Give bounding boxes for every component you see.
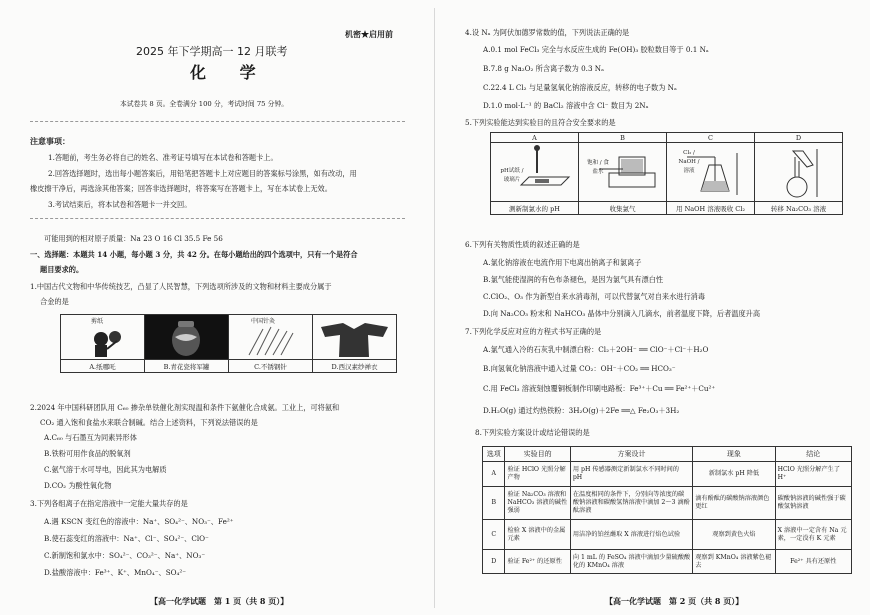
q8-cell: 新制氯水 pH 降低 <box>693 462 775 487</box>
q8-cell: 观察到 KMnO₄ 溶液紫色褪去 <box>693 550 775 574</box>
volumetric-flask-icon <box>755 143 842 201</box>
exam-page-2 <box>435 0 870 615</box>
q7-stem: 7.下列化学反应对应的方程式书写正确的是 <box>465 327 602 336</box>
silk-robe-icon <box>313 315 396 359</box>
q1-stem-cont: 合金的是 <box>40 297 69 306</box>
q1-caption-d: D.西汉素纱禅衣 <box>313 360 397 373</box>
section-heading: 一、选择题：本题共 14 小题，每小题 3 分，共 42 分。在每小题给出的四个选项中，只有一个是符合 <box>30 250 358 259</box>
q1-image-label: 中国针灸 <box>251 318 276 325</box>
q8-cell: 用 pH 传感器测定新制氯水不同时间的 pH <box>570 462 692 487</box>
q8-cell: B <box>483 487 505 520</box>
q8-header: 现象 <box>693 447 775 462</box>
exam-title: 2025 年下学期高一 12 月联考 <box>136 45 288 58</box>
q8-cell: C <box>483 520 505 550</box>
q8-cell: 验证 Na₂CO₃ 溶液和 NaHCO₃ 溶液的碱性强弱 <box>505 487 570 520</box>
section-heading-cont: 题目要求的。 <box>40 265 84 274</box>
q5-header-c: C <box>667 133 755 143</box>
q1-image-table <box>60 314 397 373</box>
q1-caption-b: B.青花瓷将军罐 <box>145 360 229 373</box>
q2-option-c: C.氨气溶于水可导电，因此其为电解质 <box>44 465 167 474</box>
q1-image-b <box>145 315 229 360</box>
q5-stem: 5.下列实验能达到实验目的且符合安全要求的是 <box>465 118 616 127</box>
q1-image-c <box>229 315 313 360</box>
q8-cell: HClO 光照分解产生了 H⁺ <box>775 462 851 487</box>
q8-cell: Fe²⁺ 具有还原性 <box>775 550 851 574</box>
q4-option-c: C.22.4 L Cl₂ 与足量氢氧化钠溶液反应，转移的电子数为 Nₐ <box>483 83 677 92</box>
q8-stem: 8.下列实验方案设计或结论错误的是 <box>475 428 590 437</box>
q5-image-d <box>755 143 843 202</box>
exam-meta: 本试卷共 8 页。全卷满分 100 分，考试时间 75 分钟。 <box>120 100 289 108</box>
q6-stem: 6.下列有关物质性质的叙述正确的是 <box>465 240 580 249</box>
q5-caption-a: 测新制氯水的 pH <box>491 202 579 215</box>
atomic-masses: 可能用到的相对原子质量：Na 23 O 16 Cl 35.5 Fe 56 <box>44 234 223 243</box>
q8-cell: 滴有酚酞的碳酸钠溶液颜色更红 <box>693 487 775 520</box>
q5-apparatus-table <box>490 132 843 215</box>
q5-caption-d: 转移 Na₂CO₃ 溶液 <box>755 202 843 215</box>
q8-cell: 向 1 mL 的 FeSO₄ 溶液中滴加少量硫酸酸化的 KMnO₄ 溶液 <box>570 550 692 574</box>
q7-option-a: A.氯气通入冷的石灰乳中制漂白粉：Cl₂＋2OH⁻ ══ ClO⁻＋Cl⁻＋H₂O <box>483 345 709 354</box>
q8-cell: 检验 X 溶液中的金属元素 <box>505 520 570 550</box>
q6-option-c: C.ClO₂、O₃ 作为新型自来水消毒剂，可以代替氯气对自来水进行消毒 <box>483 292 706 301</box>
notice-3: 3.考试结束后，将本试卷和答题卡一并交回。 <box>48 200 192 209</box>
q1-caption-c: C.不锈钢针 <box>229 360 313 373</box>
table-row <box>483 550 852 574</box>
q8-cell: X 溶液中一定含有 Na 元素，一定没有 K 元素 <box>775 520 851 550</box>
dashed-rule <box>30 218 405 219</box>
q8-cell: 用洁净的铂丝蘸取 X 溶液进行焰色试验 <box>570 520 692 550</box>
q5-header-a: A <box>491 133 579 143</box>
q3-option-a: A.遇 KSCN 变红色的溶液中：Na⁺、SO₄²⁻、NO₃⁻、Fe²⁺ <box>44 517 234 526</box>
q8-header: 结论 <box>775 447 851 462</box>
q2-option-b: B.铁粉可用作食品的脱氧剂 <box>44 449 131 458</box>
notice-2: 2.回答选择题时，选出每小题答案后，用铅笔把答题卡上对应题目的答案标号涂黑，如有改动，用 <box>48 169 357 178</box>
notice-title: 注意事项： <box>30 136 70 146</box>
q4-option-b: B.7.8 g Na₂O₂ 所含离子数为 0.3 Nₐ <box>483 64 604 73</box>
subject-title: 化 学 <box>190 63 270 82</box>
q1-image-d <box>313 315 397 360</box>
confidential-mark: 机密★启用前 <box>345 29 393 39</box>
q2-stem: 2.2024 年中国科研团队用 C₆₀ 掺杂单铁催化剂实现温和条件下氨催化合成氨。工业上，可将氨和 <box>30 403 340 412</box>
q8-experiment-table <box>482 446 852 574</box>
q8-header: 方案设计 <box>570 447 692 462</box>
q7-option-b: B.向氢氧化钠溶液中通入过量 CO₂：OH⁻＋CO₂ ══ HCO₃⁻ <box>483 364 676 373</box>
q8-cell: 验证 Fe²⁺ 的还原性 <box>505 550 570 574</box>
q1-caption-a: A.纸哪吒 <box>61 360 145 373</box>
q7-option-c: C.用 FeCl₃ 溶液刻蚀覆铜板制作印刷电路板：Fe³⁺＋Cu ══ Fe²⁺＋Cu²⁺ <box>483 384 716 393</box>
q4-option-d: D.1.0 mol·L⁻¹ 的 BaCl₂ 溶液中含 Cl⁻ 数目为 2Nₐ <box>483 101 649 110</box>
q8-cell: D <box>483 550 505 574</box>
q8-header: 选项 <box>483 447 505 462</box>
q3-option-c: C.新制饱和氯水中：SO₄²⁻、CO₃²⁻、Na⁺、NO₃⁻ <box>44 551 206 560</box>
q8-cell: 验证 HClO 光照分解产物 <box>505 462 570 487</box>
q5-image-label: 饱和 / 食盐水 <box>587 160 609 175</box>
q2-stem-cont: CO₂ 通入饱和食盐水来联合制碱。结合上述资料，下列说法错误的是 <box>40 418 258 427</box>
q8-cell: 碳酸钠溶液的碱性强于碳酸氢钠溶液 <box>775 487 851 520</box>
q5-caption-c: 用 NaOH 溶液吸收 Cl₂ <box>667 202 755 215</box>
q4-stem: 4.设 Nₐ 为阿伏加德罗常数的值，下列说法正确的是 <box>465 28 630 37</box>
q8-header: 实验目的 <box>505 447 570 462</box>
notice-2-cont: 橡皮擦干净后，再选涂其他答案；回答非选择题时，将答案写在答题卡上，写在本试卷上无效。 <box>30 184 332 193</box>
dashed-rule <box>30 121 405 122</box>
q7-option-d: D.H₂O(g) 通过灼热铁粉：3H₂O(g)＋2Fe ══△ Fe₂O₃＋3H₂ <box>483 406 680 415</box>
q5-image-label: Cl₂ / NaOH / 溶液 <box>678 150 700 174</box>
q3-option-b: B.使石蕊变红的溶液中：Na⁺、Cl⁻、SO₄²⁻、ClO⁻ <box>44 534 209 543</box>
q2-option-d: D.CO₂ 为酸性氧化物 <box>44 481 112 490</box>
q1-stem: 1.中国古代文物和中华传统技艺，凸显了人民智慧，下列选项所涉及的文物和材料主要成分属于 <box>30 282 332 291</box>
q5-image-a <box>491 143 579 202</box>
notice-1: 1.答题前，考生务必将自己的姓名、准考证号填写在本试卷和答题卡上。 <box>48 153 278 162</box>
q8-cell: 观察到黄色火焰 <box>693 520 775 550</box>
page-footer: 【高一化学试题 第 1 页（共 8 页）】 <box>150 596 289 606</box>
q3-stem: 3.下列各组离子在指定溶液中一定能大量共存的是 <box>30 499 188 508</box>
q5-header-d: D <box>755 133 843 143</box>
q5-image-label: pH试纸 / 玻璃片 <box>500 168 524 183</box>
table-row <box>483 520 852 550</box>
table-row <box>483 487 852 520</box>
q8-cell: 在温度相同的条件下，分别向等浓度的碳酸钠溶液和碳酸氢钠溶液中滴加 2～3 滴酚酞溶液 <box>570 487 692 520</box>
q5-image-b <box>579 143 667 202</box>
porcelain-jar-icon <box>145 315 228 359</box>
q5-header-b: B <box>579 133 667 143</box>
q3-option-d: D.盐酸溶液中：Fe³⁺、K⁺、MnO₄⁻、SO₄²⁻ <box>44 568 187 577</box>
q4-option-a: A.0.1 mol FeCl₃ 完全与水反应生成的 Fe(OH)₃ 胶粒数目等于 0.1 Nₐ <box>483 45 709 54</box>
q8-cell: A <box>483 462 505 487</box>
q6-option-b: B.氯气能使湿润的有色布条褪色，是因为氯气具有漂白性 <box>483 275 664 284</box>
q2-option-a: A.C₆₀ 与石墨互为同素异形体 <box>44 433 137 442</box>
q6-option-a: A.氯化钠溶液在电流作用下电离出钠离子和氯离子 <box>483 258 642 267</box>
table-row <box>483 462 852 487</box>
q5-caption-b: 收集氯气 <box>579 202 667 215</box>
page-footer: 【高一化学试题 第 2 页（共 8 页）】 <box>605 596 744 606</box>
q6-option-d: D.向 Na₂CO₃ 粉末和 NaHCO₃ 晶体中分别滴入几滴水，前者温度下降，后者温度升高 <box>483 309 761 318</box>
q1-image-a <box>61 315 145 360</box>
q5-image-c <box>667 143 755 202</box>
q1-image-label: 剪纸 <box>91 318 104 325</box>
